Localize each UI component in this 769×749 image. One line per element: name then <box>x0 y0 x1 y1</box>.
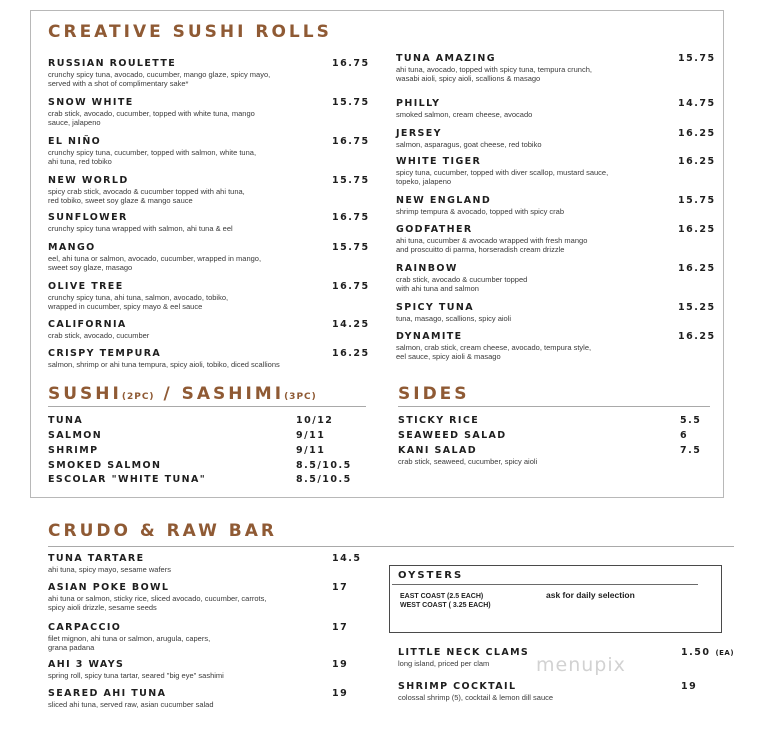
item-description <box>396 110 716 119</box>
item-price <box>332 281 370 292</box>
item-description-line: ahi tuna, cucumber & avocado wrapped with fresh mango <box>396 236 588 245</box>
item-price <box>332 175 370 186</box>
item-name: CARPACCIO <box>48 622 122 633</box>
item-description-line: tuna, masago, scallions, spicy aioli <box>396 314 512 323</box>
menu-item <box>398 430 718 441</box>
item-name: NEW ENGLAND <box>396 195 492 206</box>
item-price-value: 1.50 <box>681 647 711 658</box>
item-price-value: 15.75 <box>332 242 370 253</box>
item-price-value: 6 <box>680 430 689 441</box>
item-price-value: 16.25 <box>678 156 716 167</box>
item-name: SALMON <box>48 430 103 441</box>
crudo-raw-bar-title: CRUDO & RAW BAR <box>48 521 277 541</box>
item-price <box>296 445 325 456</box>
item-description <box>48 254 368 272</box>
item-description-line: and proscuitto di parma, horseradish cream drizzle <box>396 245 565 254</box>
item-description <box>396 343 716 361</box>
item-description-line: spicy crab stick, avocado & cucumber topped with ahi tuna, <box>48 187 245 196</box>
item-price-value: 9/11 <box>296 445 326 456</box>
item-name: SNOW WHITE <box>48 97 134 108</box>
item-description <box>396 314 716 323</box>
item-description <box>48 148 368 166</box>
oysters-note: ask for daily selection <box>546 590 635 600</box>
item-price-value: 8.5/10.5 <box>296 474 352 485</box>
item-description <box>48 70 368 88</box>
item-name: MANGO <box>48 242 96 253</box>
item-price-value: 15.75 <box>678 195 716 206</box>
item-description <box>396 207 716 216</box>
item-price-value: 15.75 <box>332 97 370 108</box>
item-description-line: crab stick, avocado, cucumber <box>48 331 150 340</box>
item-description-line: ahi tuna, avocado, topped with spicy tuna, tempura crunch, <box>396 65 592 74</box>
item-description-line: wrapped in cucumber, spicy mayo & eel sauce <box>48 302 203 311</box>
item-price <box>332 97 370 108</box>
item-description-line: spicy tuna, cucumber, topped with diver scallop, mustard sauce, <box>396 168 609 177</box>
item-description-line: salmon, asparagus, goat cheese, red tobiko <box>396 140 542 149</box>
menu-item <box>48 659 368 680</box>
item-description-line: topeko, jalapeno <box>396 177 452 186</box>
item-description <box>48 187 368 205</box>
menu-item <box>48 622 368 652</box>
menu-item <box>48 97 368 127</box>
menu-item <box>396 195 716 216</box>
item-description-line: ahi tuna, spicy mayo, sesame wafers <box>48 565 171 574</box>
crudo-divider <box>48 546 734 547</box>
item-price-value: 16.25 <box>678 128 716 139</box>
item-price <box>680 430 688 441</box>
item-price-value: 9/11 <box>296 430 326 441</box>
menu-item <box>48 212 368 233</box>
item-price-value: 14.5 <box>332 553 362 564</box>
item-price <box>678 302 716 313</box>
item-price-value: 5.5 <box>680 415 702 426</box>
item-description-line: sweet soy glaze, masago <box>48 263 133 272</box>
item-description-line: ahi tuna, red tobiko <box>48 157 112 166</box>
item-description-line: served with a shot of complimentary sake* <box>48 79 189 88</box>
item-price <box>296 415 333 426</box>
item-price-value: 15.75 <box>332 175 370 186</box>
menu-item <box>396 156 716 186</box>
menu-item <box>48 319 368 340</box>
item-description-line: wasabi aioli, spicy aioli, scallions & masago <box>396 74 541 83</box>
item-description <box>398 457 718 466</box>
item-name: WHITE TIGER <box>396 156 482 167</box>
item-price-value: 7.5 <box>680 445 702 456</box>
item-description <box>396 168 716 186</box>
item-price-value: 16.25 <box>678 224 716 235</box>
item-price-value: 15.25 <box>678 302 716 313</box>
menu-item <box>48 582 368 612</box>
item-price-value: 14.25 <box>332 319 370 330</box>
item-name: JERSEY <box>396 128 442 139</box>
item-price <box>332 582 348 593</box>
item-price <box>678 156 716 167</box>
item-name: SPICY TUNA <box>396 302 474 313</box>
item-description-line: long island, priced per clam <box>398 659 490 668</box>
item-price-value: 17 <box>332 582 349 593</box>
sushi-title: SUSHI <box>48 384 122 404</box>
item-description <box>48 565 368 574</box>
item-name: STICKY RICE <box>398 415 480 426</box>
item-price <box>678 263 716 274</box>
item-price <box>678 331 716 342</box>
item-price <box>678 128 716 139</box>
item-price <box>332 553 361 564</box>
item-description-line: filet mignon, ahi tuna or salmon, arugula, capers, <box>48 634 211 643</box>
menu-item <box>396 263 716 293</box>
item-price-value: 16.25 <box>678 263 716 274</box>
menu-item <box>48 474 368 485</box>
item-price <box>680 415 701 426</box>
menu-item <box>48 445 368 456</box>
item-price-value: 14.75 <box>678 98 716 109</box>
item-description-line: spicy aioli drizzle, sesame seeds <box>48 603 157 612</box>
item-name: SEARED AHI TUNA <box>48 688 167 699</box>
sides-divider <box>398 406 710 407</box>
item-price <box>332 212 370 223</box>
item-price <box>332 622 348 633</box>
item-price <box>332 242 370 253</box>
item-description <box>48 293 368 311</box>
item-name: LITTLE NECK CLAMS <box>398 647 530 658</box>
item-price <box>332 659 348 670</box>
item-price <box>296 430 325 441</box>
item-name: TUNA TARTARE <box>48 553 145 564</box>
item-name: ASIAN POKE BOWL <box>48 582 170 593</box>
item-description-line: sauce, jalapeno <box>48 118 101 127</box>
item-description <box>48 331 368 340</box>
sides-title: SIDES <box>398 384 470 404</box>
item-price <box>332 136 370 147</box>
item-description-line: red tobiko, sweet soy glaze & mango sauce <box>48 196 193 205</box>
item-name: SHRIMP <box>48 445 99 456</box>
item-price-value: 19 <box>332 688 349 699</box>
item-description-line: crunchy spicy tuna, ahi tuna, salmon, avocado, tobiko, <box>48 293 229 302</box>
item-description-line: eel sauce, spicy aioli & masago <box>396 352 501 361</box>
item-name: AHI 3 WAYS <box>48 659 125 670</box>
item-name: SUNFLOWER <box>48 212 128 223</box>
item-price <box>332 58 370 69</box>
sushi-count: (2PC) <box>121 392 155 402</box>
item-description-line: grana padana <box>48 643 95 652</box>
item-price <box>678 195 716 206</box>
item-description <box>396 140 716 149</box>
menu-item <box>48 58 368 88</box>
item-name: SMOKED SALMON <box>48 460 162 471</box>
item-description-line: spring roll, spicy tuna tartar, seared "big eye" sashimi <box>48 671 224 680</box>
item-name: OLIVE TREE <box>48 281 124 292</box>
item-description-line: smoked salmon, cream cheese, avocado <box>396 110 533 119</box>
item-description-line: crunchy spicy tuna wrapped with salmon, ahi tuna & eel <box>48 224 233 233</box>
item-description-line: salmon, crab stick, cream cheese, avocado, tempura style, <box>396 343 592 352</box>
item-price-value: 10/12 <box>296 415 334 426</box>
menu-item <box>48 430 368 441</box>
item-description-line: colossal shrimp (5), cocktail & lemon dill sauce <box>398 693 554 702</box>
item-description <box>48 360 368 369</box>
item-price-value: 16.75 <box>332 212 370 223</box>
menu-item <box>398 445 718 466</box>
item-price-value: 8.5/10.5 <box>296 460 352 471</box>
item-price-value: 17 <box>332 622 349 633</box>
item-name: DYNAMITE <box>396 331 463 342</box>
item-description-line: crab stick, seaweed, cucumber, spicy aioli <box>398 457 538 466</box>
item-price <box>296 474 352 485</box>
sashimi-count: (3PC) <box>284 392 317 402</box>
menu-item <box>398 681 718 702</box>
menu-item <box>396 302 716 323</box>
item-name: CRISPY TEMPURA <box>48 348 162 359</box>
item-description <box>48 671 368 680</box>
item-description <box>398 693 718 702</box>
item-name: TUNA <box>48 415 84 426</box>
sushi-sashimi-title <box>48 384 317 404</box>
creative-rolls-title: CREATIVE SUSHI ROLLS <box>48 22 332 42</box>
item-price <box>332 348 370 359</box>
title-separator: / <box>154 384 182 404</box>
item-description-line: eel, ahi tuna or salmon, avocado, cucumber, wrapped in mango, <box>48 254 262 263</box>
menu-item <box>48 348 368 369</box>
menu-item <box>48 460 368 471</box>
item-description <box>48 224 368 233</box>
menu-item <box>396 331 716 361</box>
menu-item <box>396 224 716 254</box>
item-name: ESCOLAR "WHITE TUNA" <box>48 474 207 485</box>
item-price <box>296 460 352 471</box>
item-name: SEAWEED SALAD <box>398 430 507 441</box>
item-description <box>396 275 716 293</box>
item-price <box>681 681 697 692</box>
menu-item <box>48 175 368 205</box>
item-description <box>48 109 368 127</box>
item-price <box>678 224 716 235</box>
menu-item <box>396 53 716 83</box>
item-price <box>678 53 716 64</box>
item-price <box>680 445 701 456</box>
menu-item <box>48 553 368 574</box>
item-name: GODFATHER <box>396 224 473 235</box>
item-name: PHILLY <box>396 98 441 109</box>
oysters-title: OYSTERS <box>398 570 464 581</box>
menu-item <box>396 128 716 149</box>
item-description-line: salmon, shrimp or ahi tuna tempura, spicy aioli, tobiko, diced scallions <box>48 360 280 369</box>
item-price-value: 19 <box>332 659 349 670</box>
item-price <box>678 98 716 109</box>
item-description-line: with ahi tuna and salmon <box>396 284 479 293</box>
item-name: RAINBOW <box>396 263 458 274</box>
oysters-divider <box>392 584 698 585</box>
item-price-value: 16.75 <box>332 136 370 147</box>
sashimi-title: SASHIMI <box>181 384 285 404</box>
menu-item <box>48 281 368 311</box>
item-description-line: crab stick, avocado, cucumber, topped with white tuna, mango <box>48 109 255 118</box>
menu-item <box>48 242 368 272</box>
item-name: SHRIMP COCKTAIL <box>398 681 517 692</box>
west-coast-oysters: WEST COAST ( 3.25 EACH) <box>400 602 491 609</box>
item-name: NEW WORLD <box>48 175 129 186</box>
item-price-value: 16.25 <box>678 331 716 342</box>
item-description <box>396 236 716 254</box>
item-description-line: sliced ahi tuna, served raw, asian cucumber salad <box>48 700 214 709</box>
item-name: EL NIÑO <box>48 136 102 147</box>
item-price-value: 16.75 <box>332 281 370 292</box>
item-price <box>332 319 370 330</box>
item-price-value: 16.75 <box>332 58 370 69</box>
sushi-divider <box>48 406 366 407</box>
item-description <box>48 594 368 612</box>
item-name: TUNA AMAZING <box>396 53 496 64</box>
item-name: KANI SALAD <box>398 445 477 456</box>
east-coast-oysters: EAST COAST (2.5 EACH) <box>400 593 484 600</box>
menu-item <box>48 688 368 709</box>
item-price-value: 16.25 <box>332 348 370 359</box>
item-price <box>681 647 734 658</box>
menu-item <box>398 415 718 426</box>
menu-item <box>396 98 716 119</box>
item-price-value: 15.75 <box>678 53 716 64</box>
item-description <box>396 65 716 83</box>
item-description-line: crab stick, avocado & cucumber topped <box>396 275 528 284</box>
menu-item <box>48 415 368 426</box>
item-description-line: crunchy spicy tuna, cucumber, topped with salmon, white tuna, <box>48 148 257 157</box>
item-description-line: crunchy spicy tuna, avocado, cucumber, mango glaze, spicy mayo, <box>48 70 271 79</box>
item-description <box>48 700 368 709</box>
item-description-line: shrimp tempura & avocado, topped with spicy crab <box>396 207 564 216</box>
item-description-line: ahi tuna or salmon, sticky rice, sliced avocado, cucumber, carrots, <box>48 594 267 603</box>
item-description <box>48 634 368 652</box>
item-price-unit: (EA) <box>715 649 735 657</box>
item-price <box>332 688 348 699</box>
item-name: CALIFORNIA <box>48 319 127 330</box>
menu-item <box>48 136 368 166</box>
item-price-value: 19 <box>681 681 698 692</box>
item-name: RUSSIAN ROULETTE <box>48 58 177 69</box>
watermark-logo: menupix <box>536 654 626 676</box>
